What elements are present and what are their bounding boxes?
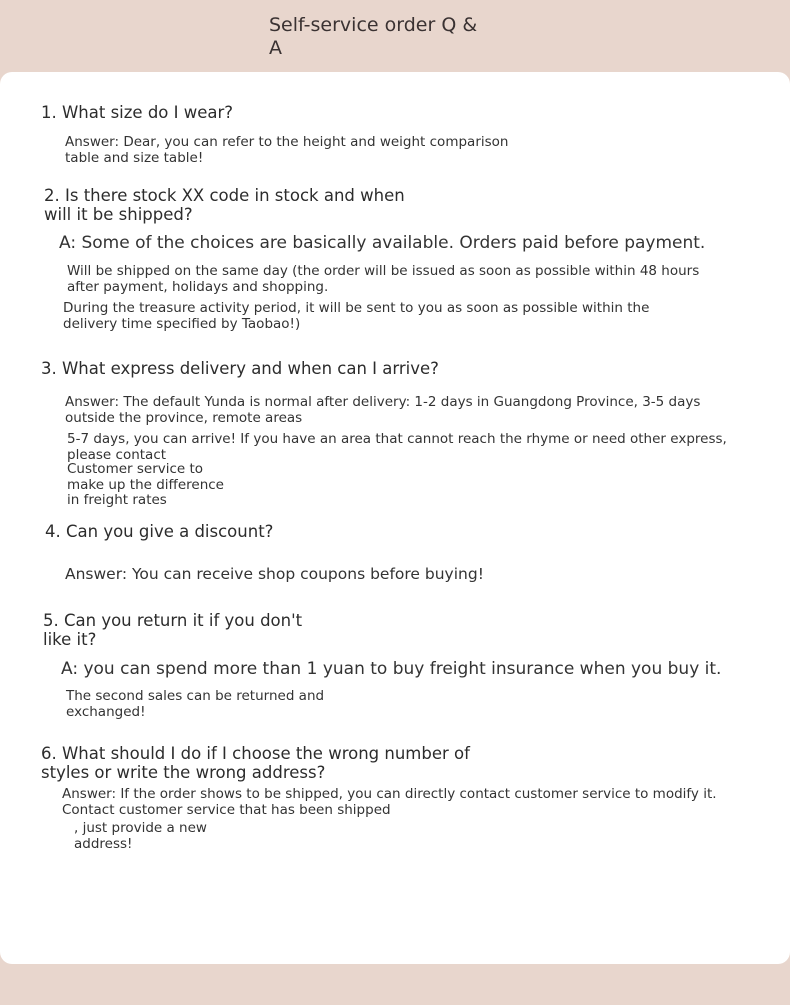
faq-question-2: 2. Is there stock XX code in stock and when will it be shipped? [44, 186, 405, 224]
faq-answer-2-detail: Will be shipped on the same day (the order will be issued as soon as possible within 48 hours after payment, holidays and shopping. [67, 263, 700, 295]
faq-question-3: 3. What express delivery and when can I arrive? [41, 359, 439, 378]
faq-question-5: 5. Can you return it if you don't like it? [43, 611, 303, 649]
faq-question-1: 1. What size do I wear? [41, 103, 234, 122]
faq-answer-2-lead: A: Some of the choices are basically available. Orders paid before payment. [59, 233, 706, 253]
faq-answer-5-detail: The second sales can be returned and exchanged! [66, 688, 325, 720]
faq-answer-3-contact: Customer service to make up the difference in freight rates [67, 461, 224, 508]
faq-answer-6-address: , just provide a new address! [74, 820, 207, 852]
faq-answer-5-lead: A: you can spend more than 1 yuan to buy freight insurance when you buy it. [61, 659, 722, 679]
faq-question-6: 6. What should I do if I choose the wrong number of styles or write the wrong address? [41, 744, 470, 782]
faq-question-4: 4. Can you give a discount? [45, 522, 274, 541]
faq-answer-3-detail: Answer: The default Yunda is normal after delivery: 1-2 days in Guangdong Province, 3-5 days outside the province, remote areas [65, 394, 701, 426]
faq-answer-6-contact: Contact customer service that has been shipped [62, 802, 391, 818]
faq-card [0, 72, 790, 964]
faq-answer-4: Answer: You can receive shop coupons before buying! [65, 565, 484, 583]
faq-answer-6-detail: Answer: If the order shows to be shipped, you can directly contact customer service to modify it. [62, 786, 717, 802]
page-title: Self-service order Q & A [269, 14, 478, 59]
faq-answer-3-continued: 5-7 days, you can arrive! If you have an area that cannot reach the rhyme or need other express, please contact [67, 431, 727, 463]
faq-answer-1: Answer: Dear, you can refer to the height and weight comparison table and size table! [65, 134, 509, 166]
faq-answer-2-note: During the treasure activity period, it will be sent to you as soon as possible within the delivery time specified by Taobao!) [63, 300, 650, 332]
